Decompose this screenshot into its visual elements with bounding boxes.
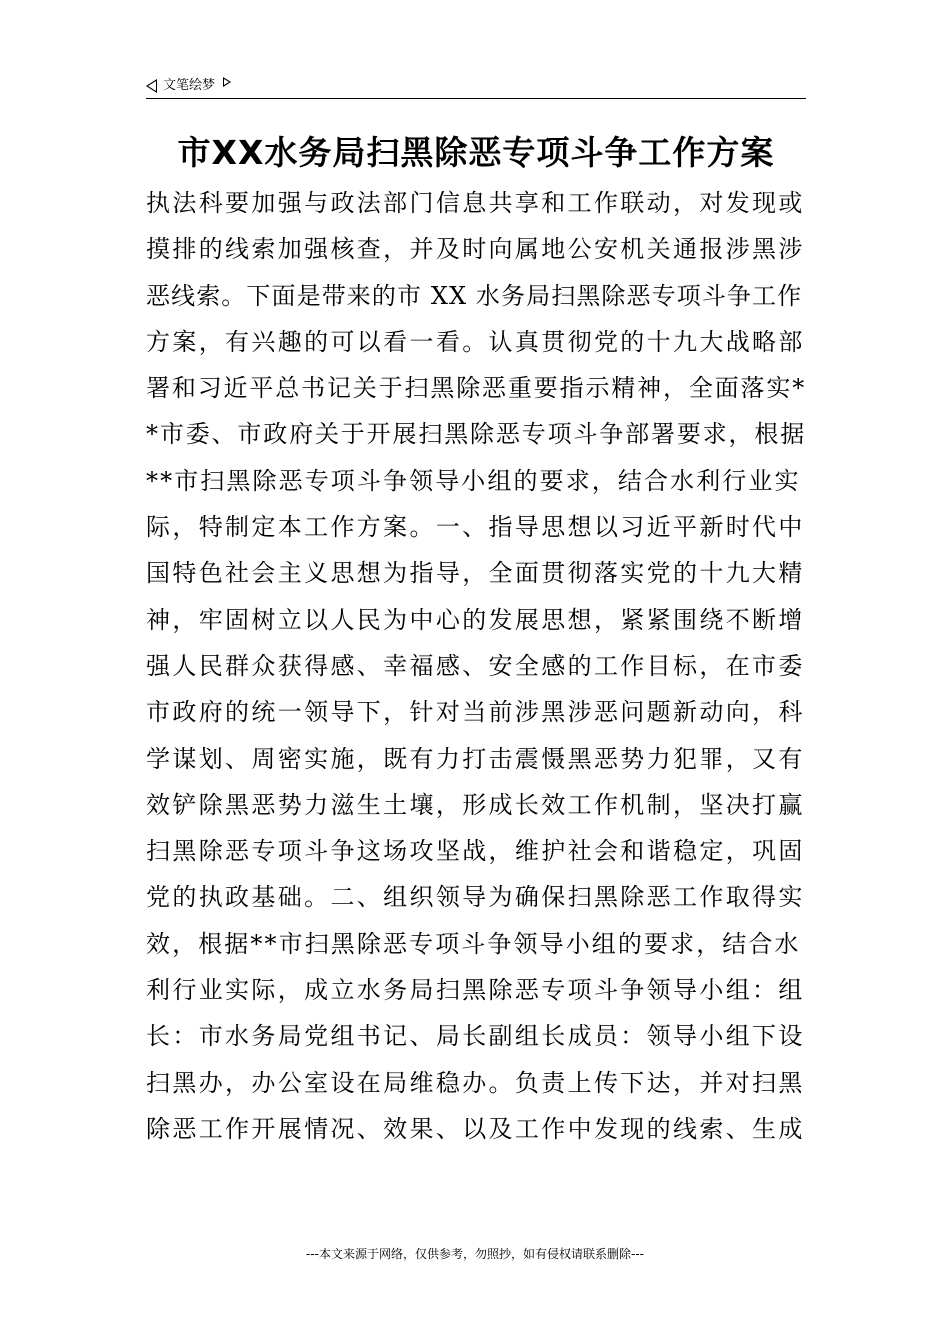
body-line: 效，根据**市扫黑除恶专项斗争领导小组的要求，结合水: [146, 929, 801, 958]
body-line: 长：市水务局党组书记、局长副组长成员：领导小组下设: [146, 1022, 805, 1051]
header-divider: [146, 98, 806, 99]
body-line: 效铲除黑恶势力滋生土壤，形成长效工作机制，坚决打赢: [146, 790, 805, 819]
footer-notice: ---本文来源于网络，仅供参考，勿照抄，如有侵权请联系删除---: [306, 1247, 644, 1261]
document-title: 市XX水务局扫黑除恶专项斗争工作方案: [177, 133, 775, 172]
triangle-right-icon: [223, 77, 231, 87]
body-line: 强人民群众获得感、幸福感、安全感的工作目标，在市委: [146, 651, 805, 680]
body-line: 执法科要加强与政法部门信息共享和工作联动，对发现或: [146, 189, 805, 217]
triangle-left-icon: [146, 79, 157, 93]
body-line: 党的执政基础。二、组织领导为确保扫黑除恶工作取得实: [146, 883, 805, 912]
body-line: 利行业实际，成立水务局扫黑除恶专项斗争领导小组：组: [146, 976, 805, 1005]
body-line: 学谋划、周密实施，既有力打击震慑黑恶势力犯罪，又有: [146, 744, 805, 773]
body-line: **市扫黑除恶专项斗争领导小组的要求，结合水利行业实: [146, 466, 801, 495]
header-brand: 文笔绘梦: [163, 78, 216, 93]
body-line: 际，特制定本工作方案。一、指导思想以习近平新时代中: [146, 513, 805, 542]
body-line: 恶线索。下面是带来的市 XX 水务局扫黑除恶专项斗争工作: [146, 281, 803, 310]
page-header: [146, 74, 806, 98]
body-line: 除恶工作开展情况、效果、以及工作中发现的线索、生成: [146, 1114, 805, 1143]
body-line: 扫黑除恶专项斗争这场攻坚战，维护社会和谐稳定，巩固: [146, 837, 805, 866]
body-line: 署和习近平总书记关于扫黑除恶重要指示精神，全面落实*: [146, 374, 807, 403]
body-line: 方案，有兴趣的可以看一看。认真贯彻党的十九大战略部: [146, 327, 805, 356]
body-line: 摸排的线索加强核查，并及时向属地公安机关通报涉黑涉: [146, 235, 805, 264]
document-body: [146, 180, 806, 1152]
body-line: 国特色社会主义思想为指导，全面贯彻落实党的十九大精: [146, 559, 805, 588]
body-line: 神，牢固树立以人民为中心的发展思想，紧紧围绕不断增: [146, 605, 805, 634]
body-line: 扫黑办，办公室设在局维稳办。负责上传下达，并对扫黑: [146, 1068, 805, 1097]
body-line: 市政府的统一领导下，针对当前涉黑涉恶问题新动向，科: [146, 698, 805, 727]
body-line: *市委、市政府关于开展扫黑除恶专项斗争部署要求，根据: [146, 420, 807, 449]
